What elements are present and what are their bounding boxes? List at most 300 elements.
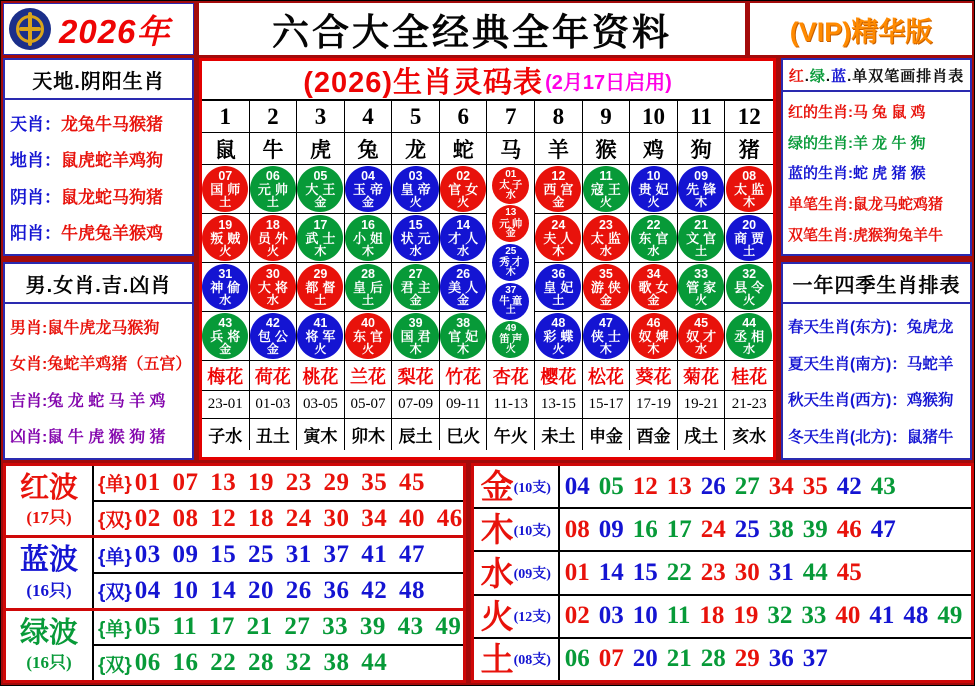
logo-icon [9,8,51,50]
ball-number: 34 [646,266,661,281]
panel-body [783,304,970,458]
number-ball [631,166,677,212]
odd-even-tag: {单} [98,546,132,568]
ball-number: 20 [742,217,757,232]
element-number: 33 [801,602,827,630]
year-label: 2026年 [59,12,171,50]
ball-cell [297,312,345,361]
ball-number: 23 [598,217,613,232]
ball-title: 商贾 [734,230,769,246]
ball-element: 火 [314,341,327,356]
time-range-cell: 15-17 [583,391,631,419]
ball-title: 东官 [638,230,673,246]
ball-element: 土 [219,194,232,209]
branch-cell: 巳火 [440,419,488,450]
number-ball [345,264,391,310]
element-table [471,463,975,683]
number-ball [440,166,486,212]
ball-number: 21 [694,217,709,232]
zodiac-name-cell: 龙 [392,133,440,165]
wave-name: 绿波 [19,616,78,649]
ball-element: 木 [314,243,327,258]
number-ball [345,313,391,359]
element-row [474,466,972,509]
element-label [474,509,560,550]
ball-cell [345,165,393,214]
zodiac-name-cell: 鼠 [202,133,250,165]
element-number: 02 [564,602,590,630]
ball-title: 都督 [305,279,340,295]
ball-cell [630,312,678,361]
element-number: 06 [564,645,590,673]
time-range-cell: 11-13 [487,391,535,419]
element-name: 金 [480,468,514,506]
number-ball [297,215,343,261]
zodiac-code-table [199,58,776,460]
number-ball [535,313,581,359]
title-segment: 红 [788,68,805,85]
ball-title: 美人 [448,279,483,295]
element-number: 03 [598,602,624,630]
ball-element: 水 [457,243,470,258]
element-numbers [560,516,905,544]
row-label: 天肖： [10,114,61,134]
element-number: 42 [836,472,862,500]
panel-title: 男.女肖.吉.凶肖 [5,264,192,304]
ball-cell [583,263,631,312]
ball-element: 水 [505,189,516,201]
element-number: 25 [734,515,760,543]
branch-cell: 寅木 [297,419,345,450]
branch-cell: 未土 [535,419,583,450]
ball-title: 包公 [257,328,292,344]
ball-cell [345,312,393,361]
zodiac-name-cell: 虎 [297,133,345,165]
wave-numbers: 05 11 17 21 27 33 39 43 49 [134,613,462,641]
flower-cell: 兰花 [345,361,393,391]
ball-element: 火 [552,341,565,356]
ball-number: 24 [551,217,566,232]
wave-label [6,538,94,607]
wave-numbers: 04 10 14 20 26 36 42 48 [134,576,426,604]
ball-cell [345,263,393,312]
branch-cell: 酉金 [630,419,678,450]
element-name: 木 [480,511,514,549]
title-segment: 蓝 [831,68,848,85]
column-number-cell: 11 [678,101,726,133]
ball-title: 太子 [499,178,525,191]
odd-even-tag: {双} [98,510,132,531]
element-label [474,639,560,680]
element-label [474,552,560,593]
zodiac-attribute-row: 凶肖:鼠 牛 虎 猴 狗 猪 [10,429,166,447]
column-number-cell: 2 [250,101,298,133]
flower-cell: 菊花 [678,361,726,391]
panel-body [5,100,192,254]
ball-number: 05 [313,168,328,183]
ball-number: 35 [598,266,613,281]
wave-label [6,611,94,680]
ball-element: 水 [647,243,660,258]
ball-title: 国君 [400,328,435,344]
ball-element: 火 [219,243,232,258]
number-ball [250,215,296,261]
row-value: 鼠虎蛇羊鸡狗 [61,151,163,171]
number-ball [492,205,529,242]
ball-title: 皇妃 [543,279,578,295]
ball-number: 29 [313,266,328,281]
ball-title: 东官 [353,328,388,344]
number-ball [583,215,629,261]
ball-number: 32 [742,266,757,281]
number-ball [297,313,343,359]
ball-title: 国师 [210,181,245,197]
element-numbers [560,559,871,587]
ball-number: 22 [646,217,661,232]
ball-number: 43 [218,315,233,330]
ball-cell [392,263,440,312]
season-zodiac-row: 春天生肖(东方)：兔虎龙 [788,319,954,337]
element-number: 10 [632,602,658,630]
ball-title: 皇后 [353,279,388,295]
ball-cell [250,214,298,263]
odd-even-tag: {双} [98,654,132,676]
ball-cell [535,312,583,361]
number-ball [440,264,486,310]
ball-number: 45 [694,315,709,330]
flower-cell: 梅花 [202,361,250,391]
wave-name: 红波 [19,471,78,504]
ball-cell [297,263,345,312]
number-ball [535,264,581,310]
number-ball [250,166,296,212]
zodiac-name-cell: 狗 [678,133,726,165]
ball-number: 10 [646,168,661,183]
ball-cell [440,312,488,361]
season-zodiac-row: 秋天生肖(西方)：鸡猴狗 [788,392,954,410]
ball-number: 04 [361,168,375,183]
ball-element: 水 [266,292,279,307]
ball-element: 金 [409,292,422,307]
ball-element: 金 [314,194,327,209]
ball-title: 侠士 [590,328,625,344]
color-zodiac-row: 蓝的生肖:蛇 虎 猪 猴 [788,165,926,183]
element-number: 47 [870,515,896,543]
ball-title: 大将 [257,279,292,295]
ball-title: 将军 [305,328,340,344]
vip-badge: (VIP)精华版 [750,3,972,55]
time-range-cell: 13-15 [535,391,583,419]
element-count: (10支) [513,523,551,539]
element-number: 14 [598,559,624,586]
ball-element: 火 [362,341,375,356]
ball-title: 大王 [305,181,340,197]
zodiac-name-cell: 牛 [250,133,298,165]
ball-element: 火 [695,292,708,307]
panel-body [5,304,192,458]
ball-cell [250,165,298,214]
panel-heaven-earth-zodiac [3,58,194,256]
ball-title: 太监 [734,181,769,197]
ball-cell [392,165,440,214]
number-ball [297,166,343,212]
ball-number: 36 [551,266,566,281]
number-ball [535,215,581,261]
time-range-cell: 17-19 [630,391,678,419]
ball-element: 火 [505,344,516,356]
number-ball [631,264,677,310]
number-ball [726,166,772,212]
number-ball [678,215,724,261]
special-column-cell [487,165,535,361]
ball-cell [630,263,678,312]
ball-cell [725,165,773,214]
ball-title: 神偷 [210,279,245,295]
ball-number: 26 [456,266,471,281]
ball-element: 木 [362,243,375,258]
ball-title: 兵将 [210,328,245,344]
element-count: (10支) [513,480,551,496]
zodiac-name-cell: 蛇 [440,133,488,165]
ball-cell [440,214,488,263]
ball-title: 官女 [448,181,483,197]
ball-cell [583,312,631,361]
column-number-cell: 12 [725,101,773,133]
column-number-cell: 6 [440,101,488,133]
ball-cell [535,214,583,263]
ball-cell [250,312,298,361]
element-number: 23 [700,559,726,586]
ball-element: 水 [219,292,232,307]
number-ball [393,313,439,359]
ball-title: 小姐 [353,230,388,246]
element-row [474,596,972,639]
ball-element: 水 [599,243,612,258]
ball-title: 先锋 [686,181,721,197]
panel-title [783,60,970,92]
ball-title: 才人 [448,230,483,246]
number-ball [345,166,391,212]
ball-cell [583,214,631,263]
ball-element: 火 [409,194,422,209]
ball-cell [250,263,298,312]
ball-cell [202,165,250,214]
ball-cell [297,165,345,214]
number-ball [631,215,677,261]
number-ball [202,166,248,212]
ball-title: 歌女 [638,279,673,295]
element-number: 27 [734,472,760,500]
element-name: 水 [480,554,514,592]
ball-element: 土 [266,194,279,209]
ball-cell [202,263,250,312]
ball-number: 17 [313,217,328,232]
ball-element: 火 [743,292,756,307]
ball-element: 土 [505,305,516,317]
ball-cell [678,312,726,361]
row-label: 阳肖： [10,224,61,244]
ball-element: 火 [457,194,470,209]
ball-cell [678,214,726,263]
ball-title: 西宫 [543,181,578,197]
zodiac-name-cell: 猴 [583,133,631,165]
element-name: 火 [480,597,514,635]
header [3,3,972,55]
ball-element: 金 [647,292,660,307]
ball-title: 状元 [400,230,435,246]
number-ball [726,215,772,261]
column-number-cell: 8 [535,101,583,133]
panel-title: 天地.阴阳生肖 [5,60,192,100]
page-title: 六合大全经典全年资料 [199,3,745,55]
element-number: 35 [802,472,828,500]
ball-number: 14 [456,217,471,232]
element-count: (12支) [513,610,551,626]
element-number: 28 [700,645,726,673]
element-number: 26 [700,472,726,500]
ball-element: 木 [552,243,565,258]
ball-cell [297,214,345,263]
ball-cell [440,165,488,214]
element-number: 29 [734,645,760,673]
element-number: 31 [768,559,794,586]
element-number: 07 [598,645,624,673]
ball-cell [535,165,583,214]
ball-number: 48 [551,315,566,330]
ball-title: 元帅 [499,217,525,230]
time-range-cell: 09-11 [440,391,488,419]
ball-title: 叛贼 [210,230,245,246]
season-zodiac-row: 夏天生肖(南方)：马蛇羊 [788,355,954,373]
element-number: 46 [836,515,862,543]
element-row [474,639,972,680]
column-number-cell: 10 [630,101,678,133]
center-column [199,58,776,460]
flower-cell: 桃花 [297,361,345,391]
left-sidebar [3,58,194,460]
element-count: (09支) [513,567,551,582]
element-number: 44 [802,559,828,586]
ball-cell [535,263,583,312]
element-number: 48 [903,602,929,630]
ball-number: 47 [598,315,613,330]
header-left [3,3,194,55]
wave-numbers: 02 08 12 18 24 30 34 40 46 [134,504,463,532]
element-number: 20 [632,645,658,673]
ball-number: 37 [505,284,517,296]
ball-element: 金 [266,341,279,356]
ball-title: 笛声 [499,333,525,346]
ball-title: 管家 [686,279,721,295]
branch-cell: 申金 [583,419,631,450]
wave-numbers: 03 09 15 25 31 37 41 47 [134,541,426,569]
ball-element: 火 [599,194,612,209]
flower-cell: 樱花 [535,361,583,391]
zodiac-name-cell: 马 [487,133,535,165]
ball-element: 木 [647,341,660,356]
element-row [474,509,972,552]
time-range-cell: 05-07 [345,391,393,419]
ball-number: 03 [408,168,423,183]
element-number: 09 [598,515,624,543]
zodiac-name-cell: 猪 [725,133,773,165]
number-ball [678,313,724,359]
time-range-cell: 01-03 [250,391,298,419]
element-numbers [560,473,905,501]
ball-title: 太监 [590,230,625,246]
wave-number-row [94,574,463,608]
wave-group [6,611,463,680]
number-ball [492,167,529,204]
panel-male-female-zodiac [3,262,194,460]
ball-cell [725,263,773,312]
branch-cell: 卯木 [345,419,393,450]
number-ball [250,313,296,359]
element-number: 37 [802,645,828,673]
ball-number: 44 [742,315,757,330]
element-number: 15 [632,559,658,586]
number-ball [583,264,629,310]
time-range-cell: 03-05 [297,391,345,419]
wave-rows [94,538,463,607]
ball-number: 27 [408,266,423,281]
ball-element: 木 [695,194,708,209]
ball-number: 08 [742,168,757,183]
row-label: 地肖： [10,151,61,171]
ball-element: 金 [505,228,516,240]
number-ball [393,166,439,212]
ball-title: 秀才 [499,256,525,269]
ball-number: 16 [361,217,375,232]
element-number: 24 [700,515,726,543]
ball-title: 武士 [305,230,340,246]
column-number-cell: 5 [392,101,440,133]
number-ball [583,313,629,359]
number-ball [492,283,529,320]
panel-four-seasons [781,262,972,460]
number-ball [631,313,677,359]
element-number: 45 [836,559,862,586]
element-number: 43 [870,472,896,500]
ball-element: 金 [552,194,565,209]
ball-cell [678,165,726,214]
ball-element: 火 [647,194,660,209]
title-segment: 绿 [809,68,826,85]
ball-cell [630,214,678,263]
element-number: 40 [835,602,861,630]
title-segment: . [804,68,810,85]
time-range-cell: 07-09 [392,391,440,419]
element-number: 36 [768,645,794,673]
ball-number: 30 [265,266,280,281]
element-number: 13 [666,472,692,500]
number-ball [492,244,529,281]
number-ball [393,215,439,261]
flower-cell: 梨花 [392,361,440,391]
zodiac-attribute-row: 男肖:鼠牛虎龙马猴狗 [10,319,160,337]
color-zodiac-row: 单笔生肖:鼠龙马蛇鸡猪 [788,196,943,214]
ball-number: 12 [551,168,566,183]
ball-title: 员外 [257,230,292,246]
number-ball [202,313,248,359]
ball-number: 06 [265,168,280,183]
ball-number: 38 [456,315,471,330]
row-value: 龙兔牛马猴猪 [61,114,163,134]
ball-title: 元帅 [257,181,292,197]
element-number: 39 [802,515,828,543]
branch-cell: 亥水 [732,427,767,446]
ball-element: 木 [457,341,470,356]
